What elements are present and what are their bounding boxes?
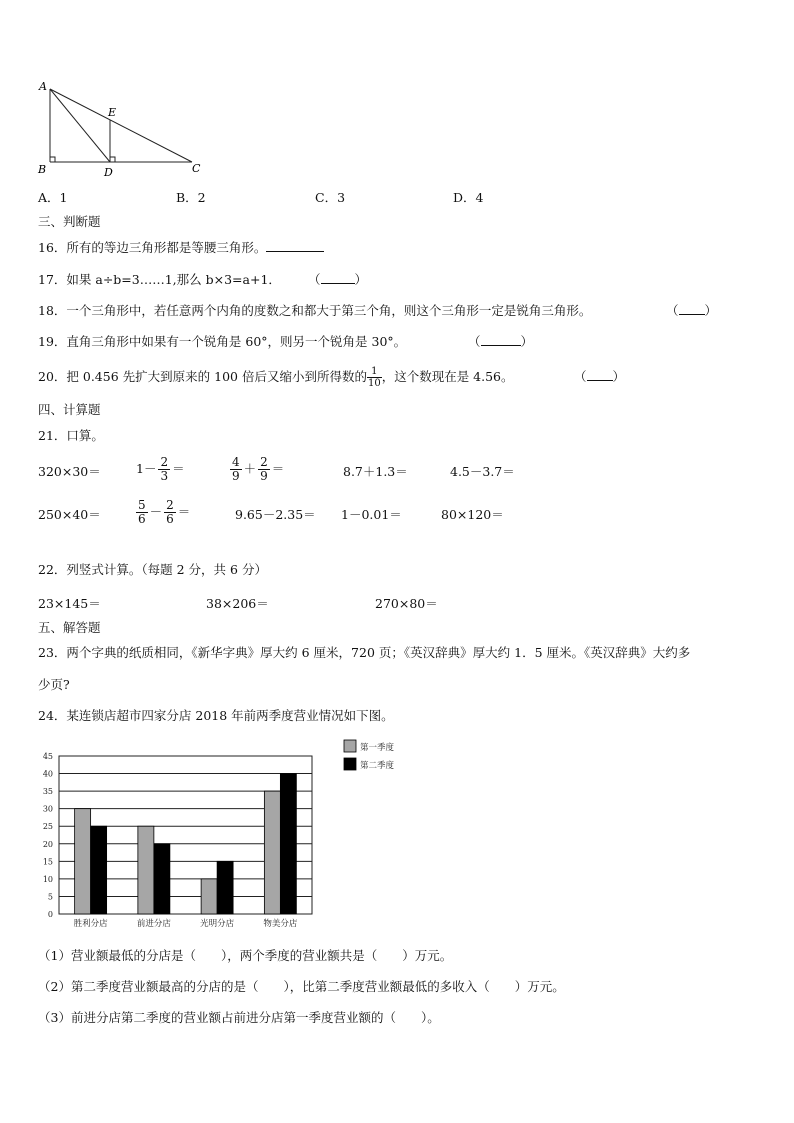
question-18 xyxy=(38,303,718,319)
calc-item: 4.5－3.7＝ xyxy=(450,464,515,479)
answer-parens: （ ） xyxy=(308,272,368,287)
option-b: B．2 xyxy=(176,190,206,205)
sub-question-1: （1）营业额最低的分店是（ ），两个季度的营业额共是（ ）万元。 xyxy=(38,948,453,963)
question-20-text-end: ，这个数现在是 4.56。 xyxy=(381,369,514,384)
sub-question-3: （3）前进分店第二季度的营业额占前进分店第一季度营业额的（ ）。 xyxy=(38,1010,440,1025)
vertex-c-label: C xyxy=(192,162,201,175)
category-label: 光明分店 xyxy=(200,919,235,929)
category-label: 胜利分店 xyxy=(73,919,108,929)
question-17 xyxy=(38,272,368,288)
y-tick-label: 30 xyxy=(42,804,53,814)
fraction: $\frac{2}{6}$ xyxy=(166,498,174,526)
calc-item: 38×206＝ xyxy=(206,596,269,611)
y-tick-label: 35 xyxy=(42,787,53,797)
y-tick-label: 10 xyxy=(42,874,53,884)
y-tick-label: 20 xyxy=(42,839,53,849)
legend-swatch xyxy=(344,758,356,770)
bar xyxy=(91,826,107,914)
question-16-text: 16．所有的等边三角形都是等腰三角形。 xyxy=(38,240,267,255)
legend-label: 第一季度 xyxy=(360,743,395,753)
section-5-title: 五、解答题 xyxy=(38,620,101,635)
question-18-text: 18．一个三角形中，若任意两个内角的度数之和都大于第三个角，则这个三角形一定是锐角三角形。 xyxy=(38,303,592,318)
fraction: $\frac{5}{6}$ xyxy=(138,498,146,526)
bar xyxy=(264,791,280,914)
y-tick-label: 25 xyxy=(42,822,53,832)
question-22: 22．列竖式计算。（每题 2 分，共 6 分） xyxy=(38,562,267,577)
calc-item: 1－ $\frac{2}{3}$ ＝ xyxy=(136,455,185,483)
question-19-text: 19．直角三角形中如果有一个锐角是 60°，则另一个锐角是 30°。 xyxy=(38,334,407,349)
calc-item: 250×40＝ xyxy=(38,507,101,522)
sub-question-2: （2）第二季度营业额最高的分店的是（ ），比第二季度营业额最低的多收入（ ）万元。 xyxy=(38,979,565,994)
fraction: $\frac{4}{9}$ xyxy=(232,455,240,483)
calc-item: 8.7＋1.3＝ xyxy=(343,464,408,479)
legend-swatch xyxy=(344,740,356,752)
y-tick-label: 15 xyxy=(42,857,53,867)
question-20-text: 20．把 0.456 先扩大到原来的 100 倍后又缩小到所得数的 xyxy=(38,369,367,384)
y-tick-label: 40 xyxy=(42,769,53,779)
vertex-b-label: B xyxy=(38,163,47,176)
category-label: 物美分店 xyxy=(263,919,298,929)
calc-item: 270×80＝ xyxy=(375,596,438,611)
question-24: 24．某连锁店超市四家分店 2018 年前两季度营业情况如下图。 xyxy=(38,708,394,723)
bar xyxy=(138,826,154,914)
question-20 xyxy=(38,362,626,392)
triangle-figure xyxy=(30,78,220,182)
answer-parens: （ ） xyxy=(574,369,626,384)
bar xyxy=(280,774,296,914)
fraction: $\frac{1}{10}$ xyxy=(367,366,381,389)
calc-item: 1－0.01＝ xyxy=(341,507,402,522)
calc-item: 9.65－2.35＝ xyxy=(235,507,316,522)
calc-item: $\frac{5}{6}$ － $\frac{2}{6}$ ＝ xyxy=(138,498,191,526)
question-17-text: 17．如果 a÷b=3……1,那么 b×3=a+1． xyxy=(38,272,281,287)
question-21: 21．口算。 xyxy=(38,428,104,443)
option-a: A．1 xyxy=(38,190,68,205)
question-23-line-1: 23．两个字典的纸质相同，《新华字典》厚大约 6 厘米，720 页；《英汉辞典》厚大约 1．5 厘米。《英汉辞典》大约多 xyxy=(38,645,691,660)
fraction: $\frac{2}{9}$ xyxy=(260,455,268,483)
answer-parens: （ ） xyxy=(666,303,718,318)
calc-item: $\frac{4}{9}$ ＋ $\frac{2}{9}$ ＝ xyxy=(232,455,285,483)
answer-parens: （ ） xyxy=(468,334,534,349)
bar xyxy=(75,809,91,914)
bar-chart xyxy=(30,734,410,930)
calc-item: 320×30＝ xyxy=(38,464,101,479)
y-tick-label: 5 xyxy=(47,892,53,902)
bar xyxy=(154,844,170,914)
bar xyxy=(217,861,233,914)
fraction: $\frac{2}{3}$ xyxy=(160,455,169,483)
bar xyxy=(201,879,217,914)
y-tick-label: 0 xyxy=(47,910,53,919)
vertex-d-label: D xyxy=(104,166,113,179)
vertex-e-label: E xyxy=(108,106,117,119)
question-23-line-2: 少页? xyxy=(38,677,70,692)
calc-item: 23×145＝ xyxy=(38,596,101,611)
y-tick-label: 45 xyxy=(42,752,53,761)
legend-label: 第二季度 xyxy=(360,761,395,771)
question-16 xyxy=(38,240,324,256)
option-c: C．3 xyxy=(315,190,346,205)
vertex-a-label: A xyxy=(39,80,47,93)
answer-blank xyxy=(266,251,324,252)
section-4-title: 四、计算题 xyxy=(38,402,101,417)
section-3-title: 三、判断题 xyxy=(38,214,101,229)
option-d: D．4 xyxy=(453,190,484,205)
category-label: 前进分店 xyxy=(136,919,171,929)
question-19 xyxy=(38,334,534,350)
calc-item: 80×120＝ xyxy=(441,507,504,522)
